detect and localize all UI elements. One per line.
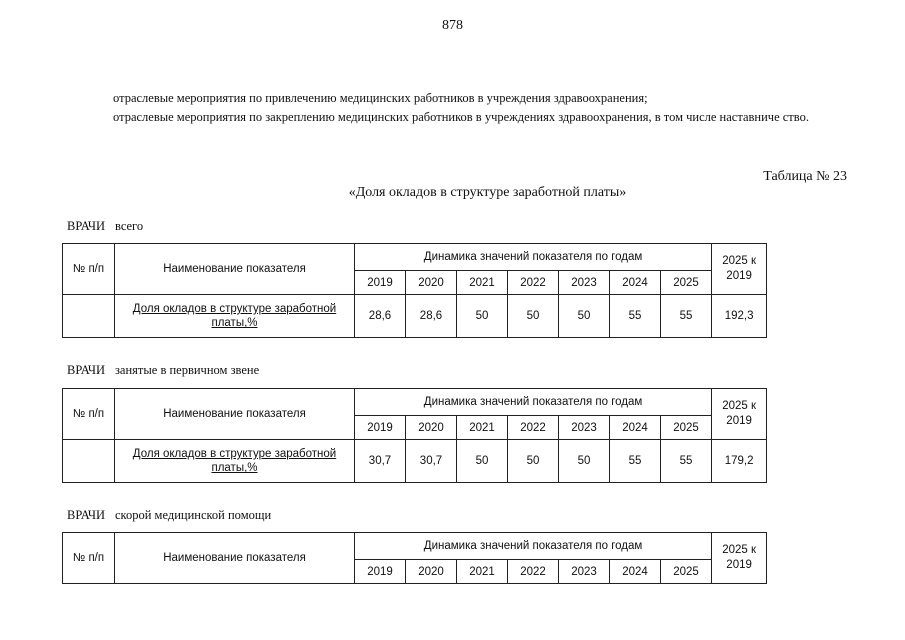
- value-2019: 28,6: [355, 295, 406, 338]
- value-2021: 50: [457, 295, 508, 338]
- year-2023: 2023: [559, 271, 610, 295]
- year-2022: 2022: [508, 416, 559, 440]
- year-2022: 2022: [508, 560, 559, 584]
- salary-share-table-emergency: [62, 532, 767, 584]
- value-2020: 30,7: [406, 440, 457, 483]
- header-num: № п/п: [63, 244, 115, 295]
- header-name: Наименование показателя: [115, 533, 355, 584]
- indicator-name-text: Доля окладов в структуре заработной платы,%: [132, 448, 337, 474]
- value-2025: 55: [661, 440, 712, 483]
- table-number: Таблица № 23: [763, 169, 847, 184]
- indicator-name-text: Доля окладов в структуре заработной платы,%: [132, 303, 337, 329]
- value-2024: 55: [610, 295, 661, 338]
- year-2019: 2019: [355, 271, 406, 295]
- year-2025: 2025: [661, 271, 712, 295]
- year-2021: 2021: [457, 271, 508, 295]
- section-label-primary-care: [67, 363, 259, 378]
- value-2022: 50: [508, 295, 559, 338]
- section-group: ВРАЧИ: [67, 508, 105, 522]
- section-label-all-doctors: [67, 219, 143, 234]
- header-ratio: 2025 к 2019: [712, 389, 767, 440]
- section-subgroup: занятые в первичном звене: [114, 363, 260, 377]
- value-2022: 50: [508, 440, 559, 483]
- header-name: Наименование показателя: [115, 389, 355, 440]
- value-ratio: 192,3: [712, 295, 767, 338]
- header-dynamics: Динамика значений показателя по годам: [355, 533, 712, 560]
- row-num: [63, 295, 115, 338]
- value-2025: 55: [661, 295, 712, 338]
- value-ratio: 179,2: [712, 440, 767, 483]
- value-2024: 55: [610, 440, 661, 483]
- header-num: № п/п: [63, 389, 115, 440]
- year-2020: 2020: [406, 271, 457, 295]
- year-2022: 2022: [508, 271, 559, 295]
- section-group: ВРАЧИ: [67, 219, 105, 233]
- paragraph-retention: отраслевые мероприятия по закреплению медицинских работников в учреждениях здравоохранения, в том числе наставниче ство.: [113, 110, 809, 124]
- header-ratio: 2025 к 2019: [712, 244, 767, 295]
- paragraph-recruitment: отраслевые мероприятия по привлечению медицинских работников в учреждения здравоохранения;: [113, 91, 648, 105]
- year-2020: 2020: [406, 416, 457, 440]
- year-2023: 2023: [559, 560, 610, 584]
- header-name: Наименование показателя: [115, 244, 355, 295]
- row-indicator-name: [115, 440, 355, 483]
- section-subgroup: скорой медицинской помощи: [114, 508, 272, 522]
- year-2023: 2023: [559, 416, 610, 440]
- value-2020: 28,6: [406, 295, 457, 338]
- year-2021: 2021: [457, 416, 508, 440]
- header-num: № п/п: [63, 533, 115, 584]
- year-2020: 2020: [406, 560, 457, 584]
- section-label-emergency: [67, 508, 271, 523]
- year-2024: 2024: [610, 416, 661, 440]
- header-ratio: 2025 к 2019: [712, 533, 767, 584]
- salary-share-table-all-doctors: [62, 243, 767, 338]
- year-2024: 2024: [610, 560, 661, 584]
- value-2019: 30,7: [355, 440, 406, 483]
- table-title: «Доля окладов в структуре заработной платы»: [348, 185, 627, 200]
- value-2021: 50: [457, 440, 508, 483]
- year-2024: 2024: [610, 271, 661, 295]
- row-num: [63, 440, 115, 483]
- year-2025: 2025: [661, 560, 712, 584]
- header-dynamics: Динамика значений показателя по годам: [355, 244, 712, 271]
- section-subgroup: всего: [114, 219, 144, 233]
- year-2019: 2019: [355, 416, 406, 440]
- row-indicator-name: [115, 295, 355, 338]
- header-dynamics: Динамика значений показателя по годам: [355, 389, 712, 416]
- year-2019: 2019: [355, 560, 406, 584]
- year-2021: 2021: [457, 560, 508, 584]
- value-2023: 50: [559, 440, 610, 483]
- page-number: 878: [442, 18, 463, 33]
- value-2023: 50: [559, 295, 610, 338]
- section-group: ВРАЧИ: [67, 363, 105, 377]
- salary-share-table-primary-care: [62, 388, 767, 483]
- year-2025: 2025: [661, 416, 712, 440]
